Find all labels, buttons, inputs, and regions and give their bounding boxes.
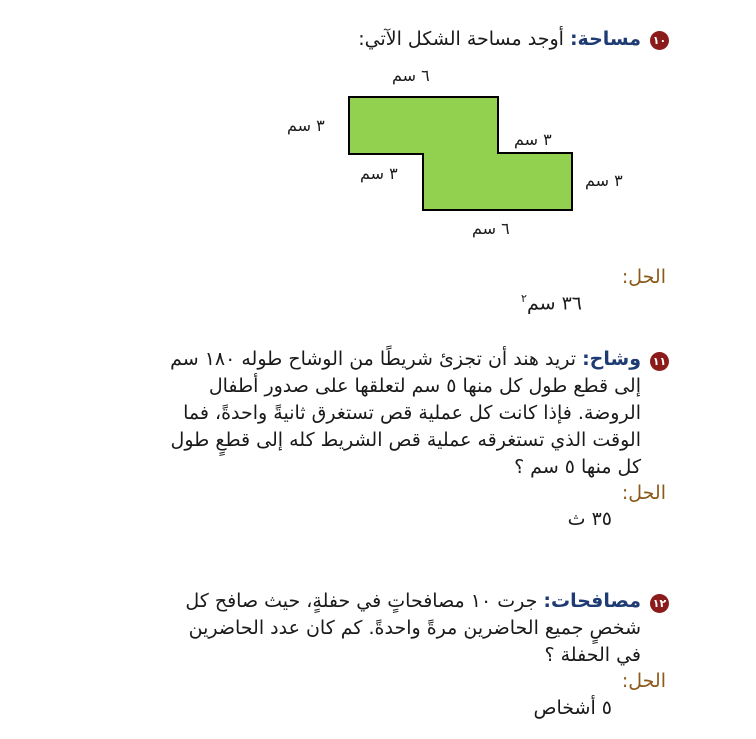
question-title: وشاح: xyxy=(582,348,641,370)
question-title: مصافحات: xyxy=(543,590,641,612)
dim-bottom-label: ٦ سم xyxy=(472,219,510,238)
question-number-badge: ١١ xyxy=(650,352,669,371)
dim-left-label: ٣ سم xyxy=(287,116,325,135)
dim-right-label: ٣ سم xyxy=(585,171,623,190)
question-12-line-2: شخصٍ جميع الحاضرين مرةً واحدةً. كم كان عدد الحاضرين xyxy=(188,617,641,639)
dim-inner-right-label: ٣ سم xyxy=(514,130,552,149)
answer-value: ٣٦ سم xyxy=(526,292,582,315)
answer-text: ٥ أشخاص xyxy=(533,697,612,719)
solution-label: الحل: xyxy=(621,482,666,504)
question-title: مساحة: xyxy=(569,28,641,50)
question-11-line-2: إلى قطع طول كل منها ٥ سم لتعلقها على صدور أطفال xyxy=(208,375,641,397)
dim-inner-left-label: ٣ سم xyxy=(360,164,398,183)
question-12-line-3: في الحفلة ؟ xyxy=(544,644,641,666)
question-11-line-4: الوقت الذي تستغرقه عملية قص الشريط كله إلى قطعٍ طول xyxy=(170,429,641,451)
answer-text: ٣٥ ث xyxy=(567,508,612,530)
question-body: جرت ١٠ مصافحاتٍ في حفلةٍ، حيث صافح كل xyxy=(185,590,538,612)
question-11-line-5: كل منها ٥ سم ؟ xyxy=(514,456,641,478)
question-12-line-1 xyxy=(185,588,641,615)
question-body: تريد هند أن تجزئ شريطًا من الوشاح طوله ١٨٠ سم xyxy=(170,348,577,370)
l-shape-polygon xyxy=(349,97,572,210)
question-number-badge: ١٠ xyxy=(650,31,669,50)
solution-label: الحل: xyxy=(621,670,666,692)
question-body: أوجد مساحة الشكل الآتي: xyxy=(358,28,564,50)
answer-text xyxy=(521,292,582,314)
question-number-badge: ١٢ xyxy=(650,594,669,613)
dim-top-label: ٦ سم xyxy=(392,66,430,85)
question-11-line-1 xyxy=(170,346,641,373)
question-10-text xyxy=(358,26,641,53)
solution-label: الحل: xyxy=(621,266,666,288)
question-11-line-3: الروضة. فإذا كانت كل عملية قص تستغرق ثانيةً واحدةً، فما xyxy=(183,402,641,424)
composite-shape-figure xyxy=(340,90,580,218)
answer-superscript: ٢ xyxy=(521,292,527,305)
